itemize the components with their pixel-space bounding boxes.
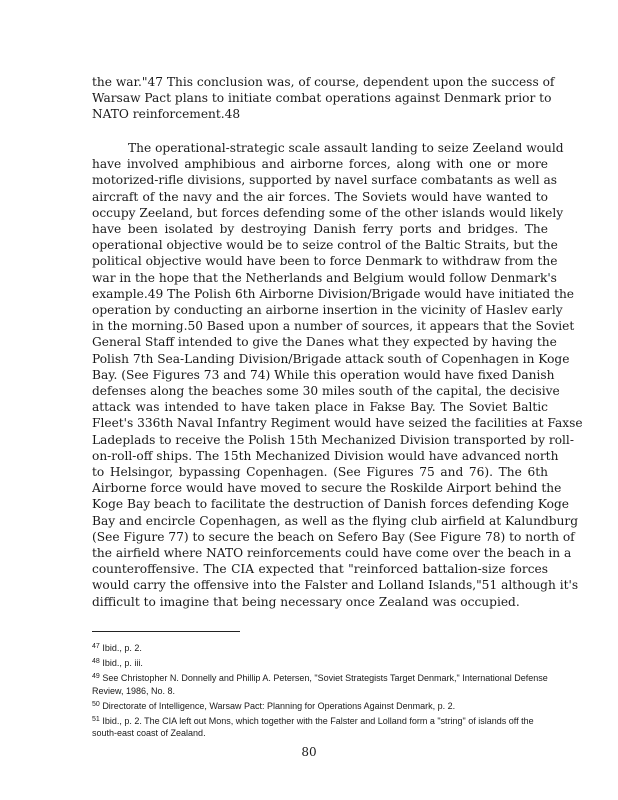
footnotes bbox=[92, 642, 548, 742]
footnote-number: 51 bbox=[92, 716, 100, 724]
text-line: the airfield where NATO reinforcements could have come over the beach in a bbox=[92, 546, 572, 561]
text-line: defenses along the beaches some 30 miles south of the capital, the decisive bbox=[92, 384, 560, 399]
footnote-49 bbox=[92, 672, 548, 696]
footnote-51 bbox=[92, 715, 548, 739]
text-line: Koge Bay beach to facilitate the destruction of Danish forces defending Koge bbox=[92, 497, 569, 512]
footnote-text: See Christopher N. Donnelly and Phillip A. Petersen, "Soviet Strategists Target Denmark," International Defense Review, 1986, No. 8. bbox=[92, 673, 548, 696]
text-line: war in the hope that the Netherlands and Belgium would follow Denmark's bbox=[92, 270, 557, 285]
footnote-text: Ibid., p. iii. bbox=[102, 658, 143, 669]
text-line: Polish 7th Sea-Landing Division/Brigade attack south of Copenhagen in Koge bbox=[92, 351, 570, 366]
footnote-text: Ibid., p. 2. The CIA left out Mons, which together with the Falster and Lolland form a "string" of islands off the south-east coast of Zealand. bbox=[92, 716, 534, 739]
footnote-48 bbox=[92, 657, 548, 669]
text-line: NATO reinforcement.48 bbox=[92, 107, 241, 122]
text-line: operation by conducting an airborne insertion in the vicinity of Haslev early bbox=[92, 303, 563, 318]
text-line: General Staff intended to give the Danes what they expected by having the bbox=[92, 335, 557, 350]
text-line: aircraft of the navy and the air forces. The Soviets would have wanted to bbox=[92, 189, 548, 204]
text-line: motorized-rifle divisions, supported by navel surface combatants as well as bbox=[92, 173, 558, 188]
footnote-number: 50 bbox=[92, 700, 100, 708]
text-line: Ladeplads to receive the Polish 15th Mechanized Division transported by roll- bbox=[92, 432, 574, 447]
text-line: attack was intended to have taken place in Fakse Bay. The Soviet Baltic bbox=[92, 400, 548, 415]
footnote-divider bbox=[92, 631, 240, 632]
text-line: Airborne force would have moved to secure the Roskilde Airport behind the bbox=[92, 481, 562, 496]
text-line: would carry the offensive into the Falster and Lolland Islands,"51 although it's bbox=[92, 578, 579, 593]
text-line: occupy Zeeland, but forces defending some of the other islands would likely bbox=[92, 205, 564, 220]
footnote-number: 49 bbox=[92, 673, 100, 681]
paragraph-main bbox=[92, 140, 583, 610]
text-line: have been isolated by destroying Danish ferry ports and bridges. The bbox=[92, 222, 548, 237]
text-line: to Helsingor, bypassing Copenhagen. (See Figures 75 and 76). The 6th bbox=[92, 465, 548, 480]
text-line: The operational-strategic scale assault landing to seize Zeeland would bbox=[128, 141, 564, 155]
text-line: political objective would have been to force Denmark to withdraw from the bbox=[92, 254, 558, 269]
page-number: 80 bbox=[301, 745, 317, 759]
footnote-text: Ibid., p. 2. bbox=[102, 643, 142, 653]
text-line: Bay. (See Figures 73 and 74) While this operation would have fixed Danish bbox=[92, 367, 555, 382]
footnote-50 bbox=[92, 700, 548, 712]
text-line: counteroffensive. The CIA expected that "reinforced battalion-size forces bbox=[92, 562, 548, 577]
text-line: example.49 The Polish 6th Airborne Division/Brigade would have initiated the bbox=[92, 286, 575, 301]
text-line: Bay and encircle Copenhagen, as well as the flying club airfield at Kalundburg bbox=[92, 513, 579, 528]
footnote-47 bbox=[92, 642, 548, 654]
text-line: in the morning.50 Based upon a number of sources, it appears that the Soviet bbox=[92, 319, 575, 334]
text-line: Fleet's 336th Naval Infantry Regiment would have seized the facilities at Faxse bbox=[92, 416, 583, 431]
text-line: the war."47 This conclusion was, of course, dependent upon the success of bbox=[92, 75, 555, 89]
paragraph-continuation bbox=[92, 74, 555, 123]
text-line: have involved amphibious and airborne forces, along with one or more bbox=[92, 157, 548, 172]
footnote-number: 47 bbox=[92, 643, 100, 650]
text-line: difficult to imagine that being necessary once Zealand was occupied. bbox=[92, 594, 520, 609]
text-line: Warsaw Pact plans to initiate combat operations against Denmark prior to bbox=[92, 91, 552, 106]
footnote-text: Directorate of Intelligence, Warsaw Pact: Planning for Operations Against Denmark, p. 2. bbox=[102, 700, 456, 711]
text-line: on-roll-off ships. The 15th Mechanized Division would have advanced north bbox=[92, 448, 559, 463]
text-line: (See Figure 77) to secure the beach on Sefero Bay (See Figure 78) to north of bbox=[92, 529, 575, 544]
text-line: operational objective would be to seize control of the Baltic Straits, but the bbox=[92, 238, 558, 253]
footnote-number: 48 bbox=[92, 658, 100, 666]
